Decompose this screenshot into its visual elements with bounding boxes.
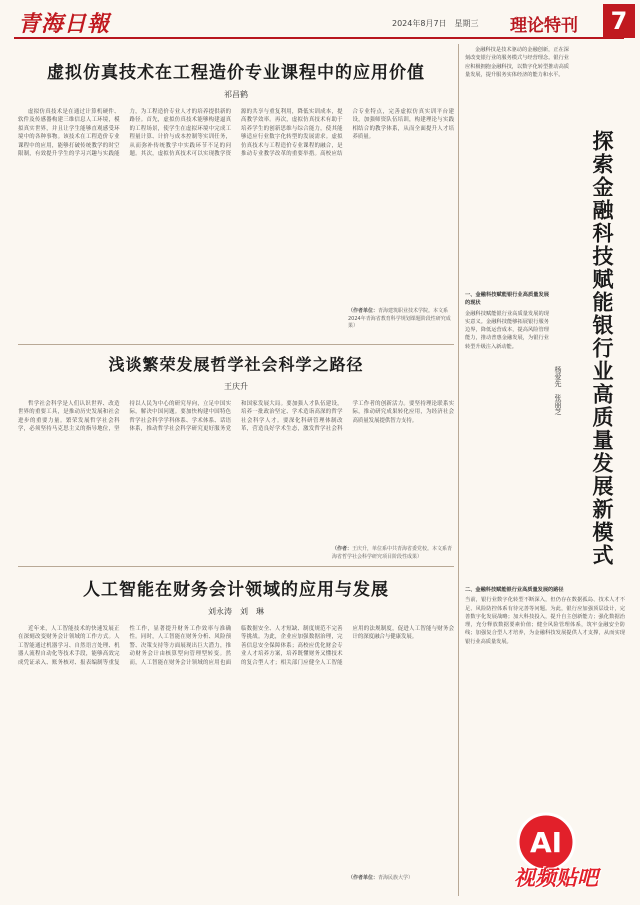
article-note [332, 546, 454, 561]
note-label: （作者单位： [348, 875, 379, 881]
watermark-text: 视频贴吧 [514, 866, 598, 890]
article-body-middle [465, 289, 549, 579]
article-title: 探索金融科技赋能银行业高质量发展新模式 [590, 130, 615, 567]
section-title: 理论特刊 [510, 16, 578, 36]
article-title: 人工智能在财务会计领域的应用与发展 [83, 580, 389, 600]
article-virtual-simulation [18, 58, 454, 338]
divider [18, 566, 454, 567]
note-text: 青海建筑职业技术学院。本文系2024年青海省教育科学规划课题阶段性研究成果） [348, 308, 451, 329]
article-body-top: 金融科技是技术驱动的金融创新，正在深刻改变银行业的服务模式与经营理念。银行业应积极拥抱金融科技，以数字化转型推动高质量发展，提升服务实体经济的能力和水平。 [465, 47, 569, 78]
article-title: 虚拟仿真技术在工程造价专业课程中的应用价值 [47, 63, 425, 83]
article-author: 刘永涛 刘 琳 [208, 607, 264, 616]
article-fintech [465, 46, 625, 896]
article-title: 浅谈繁荣发展哲学社会科学之路径 [108, 355, 364, 374]
article-body-text: 当前，银行业数字化转型不断深入，但仍存在数据孤岛、技术人才不足、风险防控体系有待完善等问题。为此，银行应加强顶层设计，完善数字化发展战略；加大科技投入，提升自主创新能力；强化数据治理，充分释放数据要素价值；健全风险管理体系，筑牢金融安全防线；加强复合型人才培养，为金融科技发展提供人才支撑，从而实现银行业高质量发展。 [465, 597, 625, 645]
article-philosophy [18, 352, 454, 560]
article-author: 王庆升 [224, 382, 248, 391]
note-text: 王庆升，单位系中共青海省委党校。本文系青海省哲学社会科学研究项目阶段性成果） [332, 546, 453, 560]
watermark-badge-text: AI [529, 826, 563, 859]
note-text: 青海民族大学） [378, 875, 414, 881]
note-label: （作者： [332, 546, 353, 552]
article-author: 杨爱先 张丽芝 [554, 366, 562, 415]
article-body: 近年来，人工智能技术的快速发展正在深刻改变财务会计领域的工作方式。人工智能通过机器学习、自然语言处理、机器人流程自动化等技术手段，能够高效完成凭证录入、账务核对、报表编制等重复性工作，显著提升财务工作效率与准确性。同时，人工智能在财务分析、风险预警、决策支持等方面展现出巨大潜力，推动财务会计由核算型向管理型转变。然而，人工智能在财务会计领域的应用也面临数据安全、人才短缺、制度规范不完善等挑战。为此，企业应加强数据治理，完善信息安全保障体系；高校应优化财会专业人才培养方案，培养既懂财务又懂技术的复合型人才；相关部门应健全人工智能应用的法规制度，促进人工智能与财务会计的深度融合与健康发展。 [18, 626, 454, 666]
article-ai-accounting [18, 575, 454, 895]
subheading: 一、金融科技赋能银行业高质量发展的现状 [465, 292, 549, 307]
article-note [348, 308, 454, 331]
article-body: 哲学社会科学是人们认识世界、改造世界的重要工具，是推动历史发展和社会进步的重要力量。繁荣发展哲学社会科学，必须坚持马克思主义的指导地位，坚持以人民为中心的研究导向，立足中国实际，解决中国问题。要加快构建中国特色哲学社会科学学科体系、学术体系、话语体系，推动哲学社会科学研究更好服务党和国家发展大局。要加强人才队伍建设，培养一批政治坚定、学术造诣高深的哲学社会科学人才。要深化科研管理体制改革，营造良好学术生态，激发哲学社会科学工作者的创新活力。要坚持理论联系实际，推动研究成果转化应用，为经济社会高质量发展提供智力支持。 [18, 401, 454, 433]
article-body-text: 金融科技赋能银行业高质量发展的现实意义。金融科技能够拓展银行服务边界，降低运营成本，提高风险管理能力，推动普惠金融发展，为银行业转型升级注入新动能。 [465, 310, 549, 350]
article-body: 虚拟仿真技术是在通过计算机硬件、软件及传感器构建三维信息人工环境，模拟真实世界，并且让学生能够直观感受环境中的各种事物。该技术在工程造价专业课程中的应用，能够打破传统教学的时空限制，有效提升学生的学习兴趣与实践能力，为工程造价专业人才的培养提供新的路径。首先，虚拟仿真技术能够构建逼真的工程场景，使学生在虚拟环境中完成工程量计算、计价与成本控制等实训任务，从而弥补传统教学中实践环节不足的问题。其次，虚拟仿真技术可以实现教学资源的共享与重复利用，降低实训成本，提高教学效率。再次，虚拟仿真技术有助于培养学生的创新思维与综合能力，使其能够适应行业数字化转型的发展需求。虚拟仿真技术与工程造价专业课程的融合，是推动专业教学改革的重要举措。高校应结合专业特点，完善虚拟仿真实训平台建设，加强师资队伍培训，构建理论与实践相结合的教学体系，从而全面提升人才培养质量。 [18, 109, 454, 158]
article-author: 祁昌鹤 [224, 90, 248, 99]
masthead [14, 5, 628, 39]
article-note [348, 875, 454, 883]
note-label: （作者单位： [348, 308, 379, 314]
subheading: 二、金融科技赋能银行业高质量发展的路径 [465, 587, 564, 593]
newspaper-logo: 青海日報 [18, 11, 111, 37]
column-divider [458, 44, 459, 896]
divider [18, 344, 454, 345]
issue-date: 2024年8月7日 星期三 [392, 19, 479, 28]
page-number: 7 [603, 4, 635, 38]
watermark-logo [476, 810, 624, 896]
